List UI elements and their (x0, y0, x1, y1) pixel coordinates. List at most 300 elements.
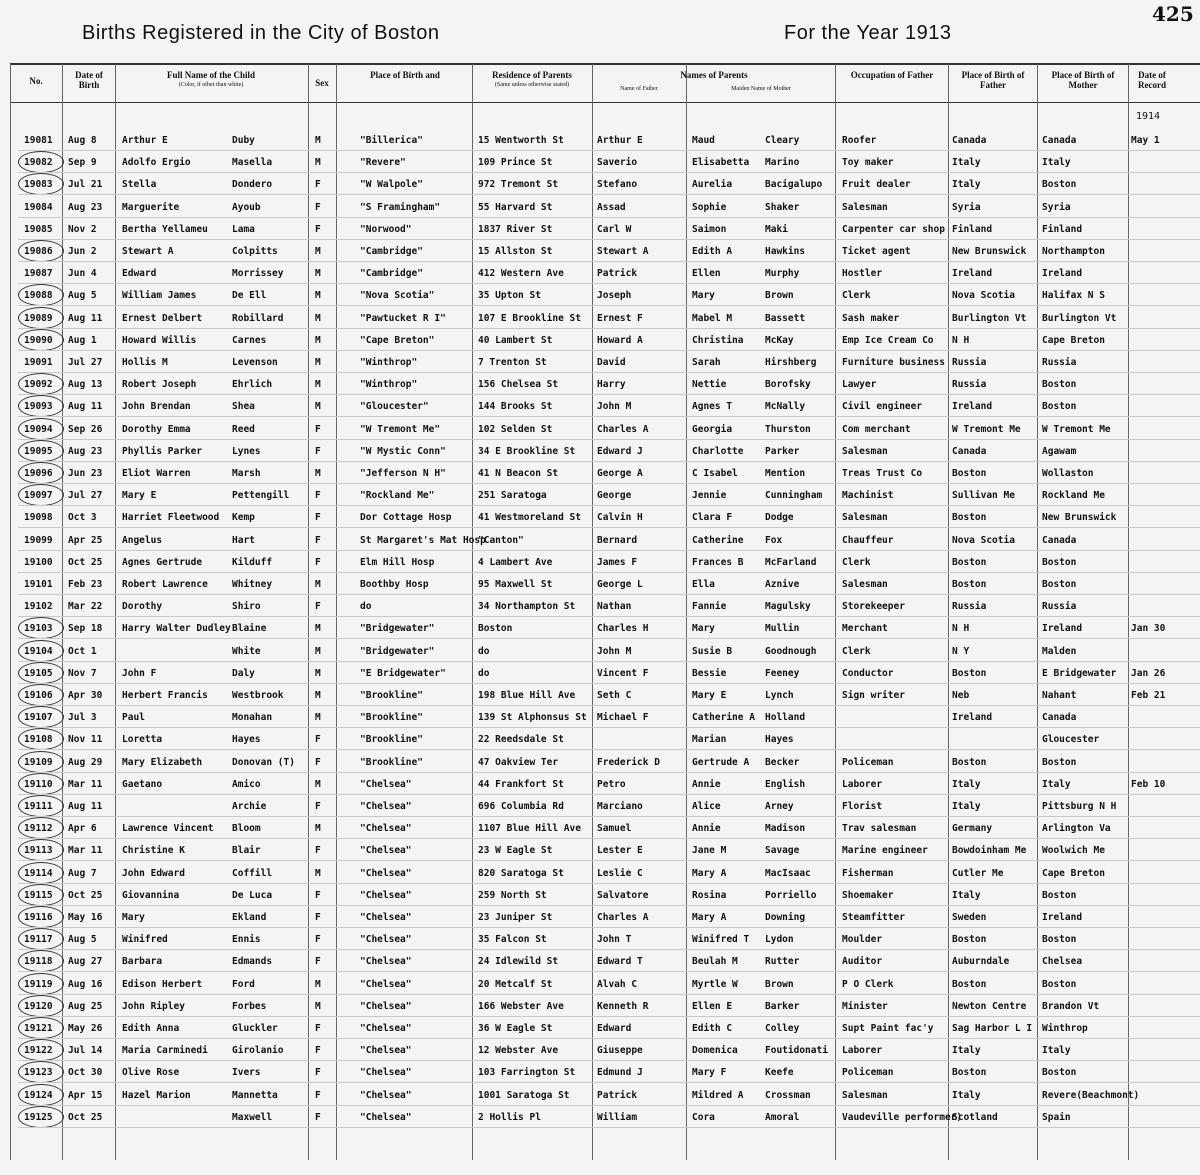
birth-date: Jul 27 (68, 357, 103, 368)
entry-number: 19086 (24, 246, 53, 257)
table-row (0, 729, 1200, 751)
table-row (0, 308, 1200, 330)
entry-number: 19097 (24, 490, 53, 502)
father-name: Bernard (597, 534, 638, 546)
row-divider (18, 905, 1200, 906)
mother-given-name: Agnes T (692, 401, 733, 413)
row-divider (18, 1060, 1200, 1061)
father-occupation: Com merchant (842, 423, 911, 435)
father-name: Leslie C (597, 867, 643, 879)
table-row (0, 441, 1200, 463)
row-divider (18, 1105, 1200, 1106)
row-divider (18, 527, 1200, 528)
birth-date: Aug 5 (68, 934, 97, 946)
row-divider (18, 439, 1200, 440)
father-birthplace: Russia (952, 357, 987, 368)
birth-date: Jul 21 (68, 179, 103, 191)
father-birthplace: Germany (952, 823, 993, 835)
entry-number: 19125 (24, 1111, 53, 1123)
mother-maiden-name: Rutter (765, 956, 800, 968)
father-birthplace: Burlington Vt (952, 312, 1027, 324)
row-divider (18, 661, 1200, 662)
row-divider (18, 194, 1200, 195)
birth-date: Jun 2 (68, 246, 97, 257)
child-sex: M (315, 246, 321, 257)
mother-given-name: Jane M (692, 845, 727, 857)
birth-date: Aug 1 (68, 334, 97, 346)
parents-residence: 2 Hollis Pl (478, 1111, 541, 1123)
year-of-record-mark: 1914 (1136, 111, 1161, 122)
child-surname: Lama (232, 223, 255, 235)
entry-number: 19104 (24, 645, 53, 657)
father-birthplace: Syria (952, 201, 981, 213)
child-surname: White (232, 645, 261, 657)
father-birthplace: Russia (952, 601, 987, 613)
child-given-name: Mary (122, 912, 145, 923)
row-divider (18, 261, 1200, 262)
entry-number: 19114 (24, 867, 53, 879)
entry-number: 19106 (24, 690, 53, 701)
father-birthplace: Boston (952, 934, 987, 946)
record-date: May 1 (1131, 135, 1160, 146)
child-surname: Amico (232, 778, 261, 790)
mother-given-name: Annie (692, 778, 721, 790)
child-sex: M (315, 334, 321, 346)
mother-maiden-name: Dodge (765, 512, 794, 524)
birth-place: Dor Cottage Hosp (360, 512, 452, 524)
birth-place: "Jefferson N H" (360, 468, 446, 479)
mother-maiden-name: Crossman (765, 1089, 811, 1101)
birth-place: "Winthrop" (360, 379, 418, 391)
row-divider (18, 994, 1200, 995)
child-sex: F (315, 556, 321, 568)
mother-birthplace: Russia (1042, 357, 1077, 368)
parents-residence: 41 N Beacon St (478, 468, 559, 479)
row-divider (18, 1082, 1200, 1083)
child-sex: M (315, 978, 321, 990)
father-name: Petro (597, 778, 626, 790)
father-name: Stefano (597, 179, 638, 191)
father-occupation: Clerk (842, 556, 871, 568)
mother-birthplace: Agawam (1042, 445, 1077, 457)
mother-given-name: Cora (692, 1111, 715, 1123)
father-occupation: Vaudeville performer) (842, 1111, 963, 1123)
parents-residence: 259 North St (478, 889, 547, 901)
table-row (0, 863, 1200, 885)
mother-maiden-name: Colley (765, 1023, 800, 1034)
child-surname: Shiro (232, 601, 261, 613)
birth-date: Aug 13 (68, 379, 103, 391)
mother-given-name: Sarah (692, 357, 721, 368)
mother-given-name: Fannie (692, 601, 727, 613)
row-divider (18, 683, 1200, 684)
birth-place: "Chelsea" (360, 867, 412, 879)
entry-number: 19118 (24, 956, 53, 968)
parents-residence: 22 Reedsdale St (478, 734, 564, 746)
birth-place: "S Framingham" (360, 201, 441, 213)
father-name: Charles A (597, 423, 649, 435)
table-row (0, 374, 1200, 396)
entry-number: 19085 (24, 223, 53, 235)
birth-date: Aug 29 (68, 756, 103, 768)
child-given-name: John Edward (122, 867, 185, 879)
mother-maiden-name: Barker (765, 1000, 800, 1012)
mother-birthplace: Winthrop (1042, 1023, 1088, 1034)
birth-place: "Chelsea" (360, 801, 412, 812)
child-surname: Ekland (232, 912, 267, 923)
father-birthplace: Scotland (952, 1111, 998, 1123)
child-given-name: Angelus (122, 534, 163, 546)
table-row (0, 596, 1200, 618)
table-row (0, 618, 1200, 640)
father-name: Nathan (597, 601, 632, 613)
birth-place: "Chelsea" (360, 1067, 412, 1079)
parents-residence: 198 Blue Hill Ave (478, 690, 576, 701)
row-divider (18, 483, 1200, 484)
table-row (0, 463, 1200, 485)
parents-residence: 24 Idlewild St (478, 956, 559, 968)
child-surname: Shea (232, 401, 255, 413)
mother-maiden-name: Porriello (765, 889, 817, 901)
row-divider (18, 638, 1200, 639)
father-occupation: Ticket agent (842, 246, 911, 257)
table-row (0, 552, 1200, 574)
child-given-name: Ernest Delbert (122, 312, 203, 324)
mother-maiden-name: Borofsky (765, 379, 811, 391)
father-name: Alvah C (597, 978, 638, 990)
father-name: Joseph (597, 290, 632, 302)
father-occupation: Shoemaker (842, 889, 894, 901)
mother-birthplace: Boston (1042, 401, 1077, 413)
child-given-name: Marguerite (122, 201, 180, 213)
mother-given-name: Susie B (692, 645, 733, 657)
row-divider (18, 772, 1200, 773)
parents-residence: 40 Lambert St (478, 334, 553, 346)
table-row (0, 330, 1200, 352)
child-sex: M (315, 401, 321, 413)
birth-place: "Bridgewater" (360, 623, 435, 635)
child-sex: F (315, 801, 321, 812)
parents-residence: 1107 Blue Hill Ave (478, 823, 581, 835)
table-row (0, 130, 1200, 152)
table-row (0, 996, 1200, 1018)
row-divider (18, 305, 1200, 306)
row-divider (18, 749, 1200, 750)
child-surname: Pettengill (232, 490, 290, 502)
row-divider (18, 860, 1200, 861)
table-row (0, 419, 1200, 441)
mother-birthplace: Burlington Vt (1042, 312, 1117, 324)
birth-place: Boothby Hosp (360, 579, 429, 590)
birth-date: Aug 7 (68, 867, 97, 879)
table-row (0, 752, 1200, 774)
father-birthplace: Italy (952, 889, 981, 901)
child-surname: Levenson (232, 357, 278, 368)
parents-residence: 109 Prince St (478, 157, 553, 169)
father-birthplace: Canada (952, 445, 987, 457)
mother-given-name: Jennie (692, 490, 727, 502)
father-occupation: Emp Ice Cream Co (842, 334, 934, 346)
child-given-name: William James (122, 290, 197, 302)
father-occupation: Machinist (842, 490, 894, 502)
row-divider (18, 150, 1200, 151)
parents-residence: do (478, 667, 490, 679)
parents-residence: 7 Trenton St (478, 357, 547, 368)
table-row (0, 1107, 1200, 1129)
birth-date: Oct 25 (68, 1111, 103, 1123)
child-surname: Duby (232, 135, 255, 146)
birth-place: "Chelsea" (360, 1000, 412, 1012)
child-sex: F (315, 912, 321, 923)
father-name: Howard A (597, 334, 643, 346)
child-sex: M (315, 867, 321, 879)
mother-maiden-name: Parker (765, 445, 800, 457)
entry-number: 19110 (24, 778, 53, 790)
mother-given-name: Alice (692, 801, 721, 812)
child-given-name: Paul (122, 712, 145, 724)
child-surname: Ennis (232, 934, 261, 946)
birth-place: "Chelsea" (360, 956, 412, 968)
birth-date: Aug 11 (68, 801, 103, 812)
father-birthplace: N H (952, 334, 970, 346)
father-occupation: Sash maker (842, 312, 900, 324)
mother-birthplace: Pittsburg N H (1042, 801, 1117, 812)
birth-place: "Chelsea" (360, 1089, 412, 1101)
parents-residence: 102 Selden St (478, 423, 553, 435)
father-birthplace: Italy (952, 801, 981, 812)
child-sex: F (315, 490, 321, 502)
birth-place: "Billerica" (360, 135, 423, 146)
birth-place: do (360, 601, 372, 613)
birth-place: "Cambridge" (360, 246, 423, 257)
entry-number: 19122 (24, 1045, 53, 1057)
child-given-name: Stella (122, 179, 157, 191)
child-surname: Ivers (232, 1067, 261, 1079)
father-occupation: P O Clerk (842, 978, 894, 990)
child-given-name: Robert Lawrence (122, 579, 208, 590)
birth-place: "W Walpole" (360, 179, 423, 191)
parents-residence: 139 St Alphonsus St (478, 712, 587, 724)
father-birthplace: Finland (952, 223, 993, 235)
birth-place: "Chelsea" (360, 912, 412, 923)
mother-birthplace: Italy (1042, 778, 1071, 790)
mother-birthplace: E Bridgewater (1042, 667, 1117, 679)
birth-date: Aug 11 (68, 312, 103, 324)
child-sex: F (315, 1089, 321, 1101)
mother-given-name: Mary (692, 290, 715, 302)
father-birthplace: W Tremont Me (952, 423, 1021, 435)
parents-residence: 34 Northampton St (478, 601, 576, 613)
father-occupation: Salesman (842, 512, 888, 524)
child-sex: M (315, 712, 321, 724)
mother-maiden-name: Lynch (765, 690, 794, 701)
father-name: Patrick (597, 1089, 638, 1101)
father-name: David (597, 357, 626, 368)
father-birthplace: Boston (952, 756, 987, 768)
entry-number: 19113 (24, 845, 53, 857)
father-name: Carl W (597, 223, 632, 235)
child-surname: Westbrook (232, 690, 284, 701)
child-sex: F (315, 512, 321, 524)
header-full-name: Full Name of the Child (Color, if other than white) (166, 70, 255, 88)
header-place-of-birth: Place of Birth and (370, 70, 440, 80)
birth-date: Sep 9 (68, 157, 97, 169)
father-occupation: Sign writer (842, 690, 905, 701)
entry-number: 19100 (24, 556, 53, 568)
mother-maiden-name: Fox (765, 534, 783, 546)
mother-maiden-name: McFarland (765, 556, 817, 568)
parents-residence: 972 Tremont St (478, 179, 559, 191)
birth-date: Jun 23 (68, 468, 103, 479)
father-name: William (597, 1111, 638, 1123)
entry-number: 19094 (24, 423, 53, 435)
mother-maiden-name: Hawkins (765, 246, 806, 257)
mother-given-name: Catherine (692, 534, 744, 546)
header-date-of-birth: Date of Birth (75, 70, 103, 90)
table-row (0, 152, 1200, 174)
birth-place: "E Bridgewater" (360, 667, 446, 679)
child-surname: Monahan (232, 712, 273, 724)
row-divider (18, 550, 1200, 551)
birth-place: "Brookline" (360, 712, 423, 724)
row-divider (18, 461, 1200, 462)
child-surname: Edmands (232, 956, 273, 968)
mother-given-name: Ellen (692, 268, 721, 280)
table-row (0, 707, 1200, 729)
father-name: Michael F (597, 712, 649, 724)
father-occupation: Salesman (842, 445, 888, 457)
child-surname: Robillard (232, 312, 284, 324)
father-birthplace: Italy (952, 1045, 981, 1057)
parents-residence: 41 Westmoreland St (478, 512, 581, 524)
father-occupation: Carpenter car shop (842, 223, 945, 235)
mother-birthplace: Chelsea (1042, 956, 1083, 968)
birth-date: Apr 30 (68, 690, 103, 701)
mother-maiden-name: Mention (765, 468, 806, 479)
mother-birthplace: Canada (1042, 135, 1077, 146)
child-sex: M (315, 357, 321, 368)
child-surname: Kilduff (232, 556, 273, 568)
table-row (0, 796, 1200, 818)
birth-date: May 16 (68, 912, 103, 923)
father-name: Edward T (597, 956, 643, 968)
father-name: Calvin H (597, 512, 643, 524)
father-name: George L (597, 579, 643, 590)
entry-number: 19117 (24, 934, 53, 946)
father-birthplace: Canada (952, 135, 987, 146)
parents-residence: 107 E Brookline St (478, 312, 581, 324)
child-surname: Girolanio (232, 1045, 284, 1057)
parents-residence: 1837 River St (478, 223, 553, 235)
child-sex: F (315, 845, 321, 857)
mother-given-name: Mary A (692, 912, 727, 923)
child-surname: Carnes (232, 334, 267, 346)
father-name: Samuel (597, 823, 632, 835)
entry-number: 19112 (24, 823, 53, 835)
child-surname: Ayoub (232, 201, 261, 213)
mother-birthplace: Boston (1042, 889, 1077, 901)
row-divider (18, 505, 1200, 506)
parents-residence: 696 Columbia Rd (478, 801, 564, 812)
header-no: No. (29, 76, 43, 86)
entry-number: 19083 (24, 179, 53, 191)
table-row (0, 641, 1200, 663)
child-sex: F (315, 423, 321, 435)
child-surname: Marsh (232, 468, 261, 479)
entry-number: 19091 (24, 357, 53, 368)
entry-number: 19090 (24, 334, 53, 346)
father-occupation: Steamfitter (842, 912, 905, 923)
mother-birthplace: Boston (1042, 579, 1077, 590)
birth-place: "Brookline" (360, 756, 423, 768)
birth-date: Aug 8 (68, 135, 97, 146)
mother-maiden-name: Amoral (765, 1111, 800, 1123)
birth-place: "Cape Breton" (360, 334, 435, 346)
row-divider (18, 350, 1200, 351)
birth-date: Nov 11 (68, 734, 103, 746)
row-divider (18, 594, 1200, 595)
parents-residence: 23 Juniper St (478, 912, 553, 923)
parents-residence: 35 Falcon St (478, 934, 547, 946)
child-given-name: Harriet Fleetwood (122, 512, 220, 524)
mother-maiden-name: Murphy (765, 268, 800, 280)
child-given-name: Gaetano (122, 778, 163, 790)
mother-given-name: Sophie (692, 201, 727, 213)
father-birthplace: Boston (952, 556, 987, 568)
birth-place: "Chelsea" (360, 889, 412, 901)
father-name: Charles A (597, 912, 649, 923)
father-birthplace: Sag Harbor L I (952, 1023, 1033, 1034)
mother-given-name: Nettie (692, 379, 727, 391)
mother-maiden-name: Thurston (765, 423, 811, 435)
father-birthplace: Boston (952, 667, 987, 679)
row-divider (18, 416, 1200, 417)
father-occupation: Fruit dealer (842, 179, 911, 191)
entry-number: 19119 (24, 978, 53, 990)
mother-birthplace: Boston (1042, 179, 1077, 191)
table-row (0, 507, 1200, 529)
row-divider (18, 949, 1200, 950)
child-sex: M (315, 312, 321, 324)
father-name: Salvatore (597, 889, 649, 901)
parents-residence: 95 Maxwell St (478, 579, 553, 590)
father-birthplace: Auburndale (952, 956, 1010, 968)
mother-given-name: Bessie (692, 667, 727, 679)
father-birthplace: Ireland (952, 401, 993, 413)
mother-birthplace: Boston (1042, 934, 1077, 946)
father-name: Saverio (597, 157, 638, 169)
birth-date: Aug 11 (68, 401, 103, 413)
mother-given-name: Annie (692, 823, 721, 835)
row-divider (18, 883, 1200, 884)
child-surname: Kemp (232, 512, 255, 524)
row-divider (18, 394, 1200, 395)
mother-birthplace: Revere(Beachmont) (1042, 1089, 1140, 1101)
register-title: Births Registered in the City of Boston (82, 22, 440, 44)
table-row (0, 174, 1200, 196)
birth-date: Jul 14 (68, 1045, 103, 1057)
child-sex: F (315, 1067, 321, 1079)
father-name: Lester E (597, 845, 643, 857)
mother-given-name: Charlotte (692, 445, 744, 457)
mother-birthplace: Italy (1042, 1045, 1071, 1057)
mother-birthplace: Boston (1042, 978, 1077, 990)
table-row (0, 1085, 1200, 1107)
birth-place: "Norwood" (360, 223, 412, 235)
child-surname: Hart (232, 534, 255, 546)
record-date: Feb 10 (1131, 778, 1166, 790)
father-birthplace: Italy (952, 157, 981, 169)
